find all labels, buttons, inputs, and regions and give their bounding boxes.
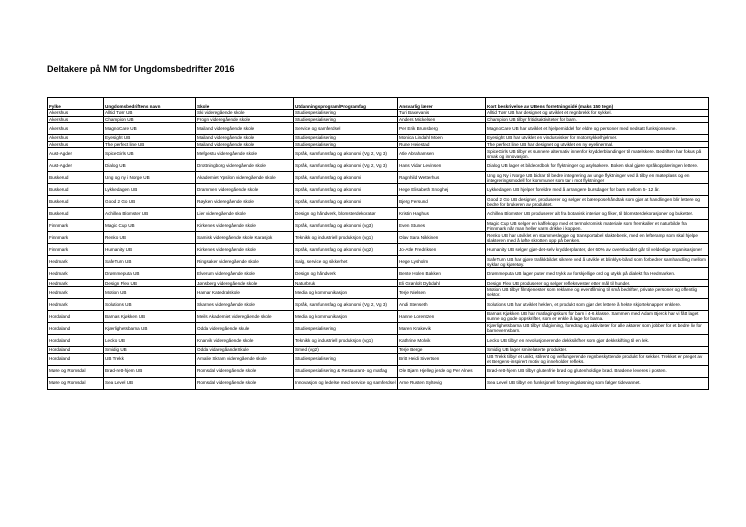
cell-program: Studiespesialisering	[294, 135, 398, 142]
cell-teacher: Hanne Lorentzen	[398, 310, 486, 322]
cell-program: Salg, service og sikkerhet	[294, 256, 398, 268]
table-row	[48, 116, 709, 123]
cell-school: Knarvik videregående skole	[196, 334, 294, 346]
table-row	[48, 110, 709, 117]
cell-school: Drottningborg videregående skole	[196, 160, 294, 172]
table-row	[48, 220, 709, 232]
header-company-name: Ungdomsbedriftens navn	[104, 98, 196, 110]
cell-description: SafeTurn UB har gjøre trafikkbildet sikrere ved å utvikle et blinklys-bånd som forbedrer samhandling mellom syklar og kjøretøy.	[486, 256, 709, 268]
cell-company-name: Motion UB	[104, 286, 196, 298]
cell-school: Kirkenes videregående skole	[196, 220, 294, 232]
cell-description: Renko UB har utviklet en stammeslegge og transportabel slaktebenk, med en lefteramp som skal hjelpe slakteren med å løfte skrotten opp på benken.	[486, 232, 709, 244]
cell-program: Språk, samfunnsfag og økonomi (Vg 2, Vg 3)	[294, 148, 398, 160]
cell-program: Studiespesialisering & Restaurant- og matfag	[294, 365, 398, 377]
cell-company-name: Dialog UB	[104, 160, 196, 172]
cell-description: Lecko UB tilbyr en revolusjonerende dekksikfher som gjør dekkskifting til en lek.	[486, 334, 709, 346]
cell-teacher: Kristin Haghus	[398, 208, 486, 220]
cell-teacher: Hege Lysholm	[398, 256, 486, 268]
cell-company-name: Solutions UB	[104, 298, 196, 310]
cell-company-name: Brød-rett-hjem UB	[104, 365, 196, 377]
cell-company-name: Renko UB	[104, 232, 196, 244]
cell-fylke: Akershus	[48, 110, 104, 117]
cell-description: Lykkedagen UB hjelper foreldre med å arrangere bursdager for barn mellom 5- 12 år.	[486, 184, 709, 196]
cell-teacher: Terje Nielsen	[398, 286, 486, 298]
cell-teacher: Even Stunes	[398, 220, 486, 232]
cell-teacher: Andi Stenseth	[398, 298, 486, 310]
cell-school: Elverum videregående skole	[196, 268, 294, 280]
cell-company-name: SpiceGirls UB	[104, 148, 196, 160]
cell-teacher: Hans Vidar Levinsen	[398, 160, 486, 172]
cell-description: Achillea Blomster UB produserer alt fra botanisk interiør og fiker, til blomsterdekorasjoner og buketter.	[486, 208, 709, 220]
cell-description: Ung og Ny i Norge UB bidrar til bedre integrering av unge flyktninger ved å tilby en møteplass og en integreringsmodell for kommuner som tar i mot flyktninger	[486, 172, 709, 184]
cell-teacher: Atle Abrahamsen	[398, 148, 486, 160]
cell-fylke: Hedmark	[48, 256, 104, 268]
cell-school: Samisk videregående skole Karasjok	[196, 232, 294, 244]
cell-description: Eyesight UB har utviklet en vindusvisker for motorsykkelhjelmer.	[486, 135, 709, 142]
table-row	[48, 365, 709, 377]
table-row	[48, 123, 709, 135]
header-fylke: Fylke	[48, 98, 104, 110]
cell-description: Barnas Kjøkken UB har matlagingskurs for barn i 4-6.klasse. Sammen med Adam Bjerck har vi fått laget sunne og gode oppskrifter, som er enkle å lage for barna.	[486, 310, 709, 322]
header-teacher: Ansvarlig lærer	[398, 98, 486, 110]
cell-teacher: Per Erik Brunsberg	[398, 123, 486, 135]
cell-fylke: Akershus	[48, 116, 104, 123]
cell-school: Mefgestu videregående skole	[196, 148, 294, 160]
table-row	[48, 172, 709, 184]
cell-program: Service og samferdsel	[294, 123, 398, 135]
cell-school: Jønsberg videregående skole	[196, 280, 294, 287]
table-row	[48, 232, 709, 244]
cell-company-name: SafeTurn UB	[104, 256, 196, 268]
cell-teacher: Ragnhild Wetterhus	[398, 172, 486, 184]
cell-description: Humanity UB selger gjør-det-selv krydderplanter, der 60% av overskuddet går til veldedige organisasjoner	[486, 244, 709, 256]
cell-teacher: Jo-Atle Fredriksen	[398, 244, 486, 256]
cell-school: Meils Akademiet videregående skole	[196, 310, 294, 322]
cell-description: UB Trekk tilbyr et unikt, stilrent og velfungerende regnbeskyttende produkt for sekker. Trekket er preget av et Bergens-inspirert motiv og inneholder refleks.	[486, 353, 709, 365]
header-program: Utdanningsprogram/Programfag	[294, 98, 398, 110]
cell-description: Kjærlighetsbarna UB tilbyr rådgivning, foredrag og aktiviteter for alle aktører som jobber for et bedre liv for barnevernsbarn.	[486, 322, 709, 334]
cell-teacher: Rune Heiestad	[398, 141, 486, 148]
cell-fylke: Hordaland	[48, 334, 104, 346]
cell-program: Språk, samfunnsfag og økonomi	[294, 184, 398, 196]
cell-school: Drammen videregående skole	[196, 184, 294, 196]
table-row	[48, 353, 709, 365]
cell-company-name: Lykkedagen UB	[104, 184, 196, 196]
cell-teacher: Ole Bjørn Hjelleg jerde og Per Alnes	[398, 365, 486, 377]
cell-fylke: Buskerud	[48, 172, 104, 184]
table-row	[48, 280, 709, 287]
cell-fylke: Møre og Romsdal	[48, 365, 104, 377]
cell-fylke: Aust-Agder	[48, 148, 104, 160]
cell-program: Studiespesialisering	[294, 116, 398, 123]
cell-school: Amalie Skram videregående skole	[196, 353, 294, 365]
table-row	[48, 184, 709, 196]
cell-teacher: Britt Heidi Sivertsen	[398, 353, 486, 365]
cell-fylke: Hedmark	[48, 268, 104, 280]
cell-school: Romsdal videregående skole	[196, 377, 294, 389]
cell-company-name: MagnoCare UB	[104, 123, 196, 135]
document-title: Deltakere på NM for Ungdomsbedrifter 2016	[47, 64, 235, 74]
cell-fylke: Hordaland	[48, 346, 104, 353]
cell-company-name: The perfect line UB	[104, 141, 196, 148]
cell-company-name: Good 2 Go UB	[104, 196, 196, 208]
table-row	[48, 298, 709, 310]
cell-fylke: Hordaland	[48, 322, 104, 334]
cell-program: Språk, samfunnsfag og økonomi (vg3)	[294, 220, 398, 232]
table-row	[48, 148, 709, 160]
cell-teacher: Anders Mickelsen	[398, 116, 486, 123]
cell-teacher: Bente Holen Bakken	[398, 268, 486, 280]
cell-program: Studiespesialisering	[294, 322, 398, 334]
cell-school: Røyken videregående skole	[196, 196, 294, 208]
cell-fylke: Akershus	[48, 123, 104, 135]
header-school: Skole	[196, 98, 294, 110]
table-row	[48, 208, 709, 220]
cell-description: SpiceGirls UB tilbyr et sunnere alternativ innenfor krydderblandinger til matelskere. Bedriften har fokus på smak og innovasjon.	[486, 148, 709, 160]
cell-fylke: Finnmark	[48, 244, 104, 256]
cell-teacher: Eli Grønlolt Dybdahl	[398, 280, 486, 287]
cell-school: Hamar Katedralskole	[196, 286, 294, 298]
cell-company-name: Humanity UB	[104, 244, 196, 256]
cell-school: Mailand videregående skole	[196, 123, 294, 135]
cell-school: Kirkenes videregående skole	[196, 244, 294, 256]
cell-teacher: Hege Elisabeth Snoghej	[398, 184, 486, 196]
table-row	[48, 268, 709, 280]
cell-fylke: Finnmark	[48, 232, 104, 244]
table-row	[48, 310, 709, 322]
table-row	[48, 377, 709, 389]
cell-company-name: Sea Level UB	[104, 377, 196, 389]
cell-description: Sea Level UB tilbyr en funksjonell forteyningsløsning som følger tidevannet.	[486, 377, 709, 389]
cell-description: Solutions UB har utviklet heklen, et produkt som gjør det lettere å hekte skjorteknapper enklere.	[486, 298, 709, 310]
cell-fylke: Møre og Romsdal	[48, 377, 104, 389]
cell-program: Studiespesialisering	[294, 141, 398, 148]
cell-program: Språk, samfunnsfag og økonomi	[294, 196, 398, 208]
table-row	[48, 135, 709, 142]
cell-description: Dialog UB lager et bildeordbok for flyktninger og asylsøkere. Boken skal gjøre språkopplæringen lettere.	[486, 160, 709, 172]
table-row	[48, 346, 709, 353]
cell-company-name: Smidig UB	[104, 346, 196, 353]
participants-table	[47, 97, 709, 390]
cell-program: Studiespesialisering	[294, 353, 398, 365]
cell-description: Magic Cup UB selger en kaffekopp med et termokromisk materiale som fremkaller et naturbilde fra Finnmark når man heller varm drikke i koppen.	[486, 220, 709, 232]
cell-company-name: Lecko UB	[104, 334, 196, 346]
table-row	[48, 244, 709, 256]
cell-description: Smidig UB lager smirelaterte produkter.	[486, 346, 709, 353]
cell-teacher: Terje Berge	[398, 346, 486, 353]
cell-school: Lier videregående skole	[196, 208, 294, 220]
cell-fylke: Hordaland	[48, 310, 104, 322]
cell-fylke: Finnmark	[48, 220, 104, 232]
cell-program: Språk, samfunnsfag og økonomi (Vg 2, Vg 3)	[294, 160, 398, 172]
cell-description: Motion UB tilbyr filmtjenester som reklame og eventfilming til små bedrifter, private personer og offentlig sektor.	[486, 286, 709, 298]
cell-description: Champion UB tilbyr fritidsaktiviteter for barn.	[486, 116, 709, 123]
cell-company-name: Magic Cup UB	[104, 220, 196, 232]
cell-company-name: Drømmeputa UB	[104, 268, 196, 280]
cell-company-name: Kjærlighetsbarna UB	[104, 322, 196, 334]
cell-description: Alltid Tørr UB har designet og utviklet et regnbrekk for sykkel.	[486, 110, 709, 117]
cell-teacher: Monica Lindahl Moen	[398, 135, 486, 142]
cell-teacher: Kathrine Molvik	[398, 334, 486, 346]
cell-program: Design og håndverk	[294, 268, 398, 280]
cell-teacher: Olav Sara Nikkinen	[398, 232, 486, 244]
cell-program: Media og kommunikasjon	[294, 310, 398, 322]
cell-description: Brød-rett-hjem UB tilbyr glutenfrie brød og glutenholdige brød. Brødene leveres i posten.	[486, 365, 709, 377]
cell-description: Drømmeputa UB lager puter med trykk av forskjellige ord og utykk på dialekt fra Hedmarken.	[486, 268, 709, 280]
cell-fylke: Akershus	[48, 135, 104, 142]
cell-program: Teknikk og industriell produksjon (vg1)	[294, 334, 398, 346]
cell-program: Naturbruk	[294, 280, 398, 287]
cell-school: Frogn videregående skole	[196, 116, 294, 123]
cell-company-name: UB Trekk	[104, 353, 196, 365]
cell-description: Design Flex UB produserer og selger refleksvester etter mål til hunder.	[486, 280, 709, 287]
cell-teacher: Maren Krakevik	[398, 322, 486, 334]
cell-description: Good 2 Go UB designer, produserer og selger et bæreposehåndtak som gjør at handlingen blir lettere og bedre for brukeren av produktet.	[486, 196, 709, 208]
table-row	[48, 334, 709, 346]
table-row	[48, 196, 709, 208]
cell-school: Romsdal videregående skole	[196, 365, 294, 377]
cell-program: Språk, samfunnsfag og økonomi (vg2)	[294, 244, 398, 256]
cell-company-name: Achillea Blomster UB	[104, 208, 196, 220]
cell-fylke: Buskerud	[48, 208, 104, 220]
cell-school: Mailand videregående skole	[196, 135, 294, 142]
table-row	[48, 322, 709, 334]
cell-description: MagnoCare UB har utviklet et hjelpemiddel for eldre og personer med nedsatt funksjonsevne.	[486, 123, 709, 135]
cell-fylke: Akershus	[48, 141, 104, 148]
header-description: Kort beskrivelse av UBens forretningsidé (maks 150 tegn)	[486, 98, 709, 110]
cell-program: Studiespesialisering	[294, 110, 398, 117]
cell-teacher: Arne Rusten Syltevig	[398, 377, 486, 389]
cell-teacher: Bjerg Fersund	[398, 196, 486, 208]
cell-description: The perfect line UB har designet og utviklet en ny eyelinermal.	[486, 141, 709, 148]
cell-program: Språk, samfunnsfag og økonomi (Vg 2, Vg 3)	[294, 298, 398, 310]
cell-teacher: Turi Baxevanis	[398, 110, 486, 117]
cell-program: Språk, samfunnsfag og økonomi	[294, 172, 398, 184]
table-row	[48, 286, 709, 298]
cell-program: Design og håndverk, blomsterdekoratør	[294, 208, 398, 220]
cell-fylke: Hedmark	[48, 280, 104, 287]
cell-fylke: Hedmark	[48, 298, 104, 310]
cell-school: Odda vidaregåandeSkule	[196, 346, 294, 353]
cell-school: Ringsaker videregående skole	[196, 256, 294, 268]
cell-program: Smed (vg2)	[294, 346, 398, 353]
cell-program: Innovasjon og ledelse med service og samferdsel	[294, 377, 398, 389]
cell-program: Media og kommunikasjon	[294, 286, 398, 298]
cell-company-name: Barnas Kjøkken UB	[104, 310, 196, 322]
table-row	[48, 256, 709, 268]
cell-program: Teknikk og industriell produksjon (vg1)	[294, 232, 398, 244]
cell-company-name: Alltid Tørr UB	[104, 110, 196, 117]
cell-school: Odda videregående skule	[196, 322, 294, 334]
cell-fylke: Hordaland	[48, 353, 104, 365]
cell-company-name: Ung og ny i Norge UB	[104, 172, 196, 184]
cell-school: Mailand videregående skole	[196, 141, 294, 148]
cell-school: Akademiet Ypsilon videregående skole	[196, 172, 294, 184]
table-row	[48, 141, 709, 148]
cell-company-name: Design Flex UB	[104, 280, 196, 287]
cell-fylke: Hedmark	[48, 286, 104, 298]
cell-school: Skarnes videregående skole	[196, 298, 294, 310]
cell-fylke: Aust-Agder	[48, 160, 104, 172]
table-header-row	[48, 98, 709, 110]
cell-school: Ski videregående skole	[196, 110, 294, 117]
table-row	[48, 160, 709, 172]
cell-fylke: Buskerud	[48, 196, 104, 208]
cell-company-name: Champion UB	[104, 116, 196, 123]
cell-company-name: Eyesight UB	[104, 135, 196, 142]
cell-fylke: Buskerud	[48, 184, 104, 196]
